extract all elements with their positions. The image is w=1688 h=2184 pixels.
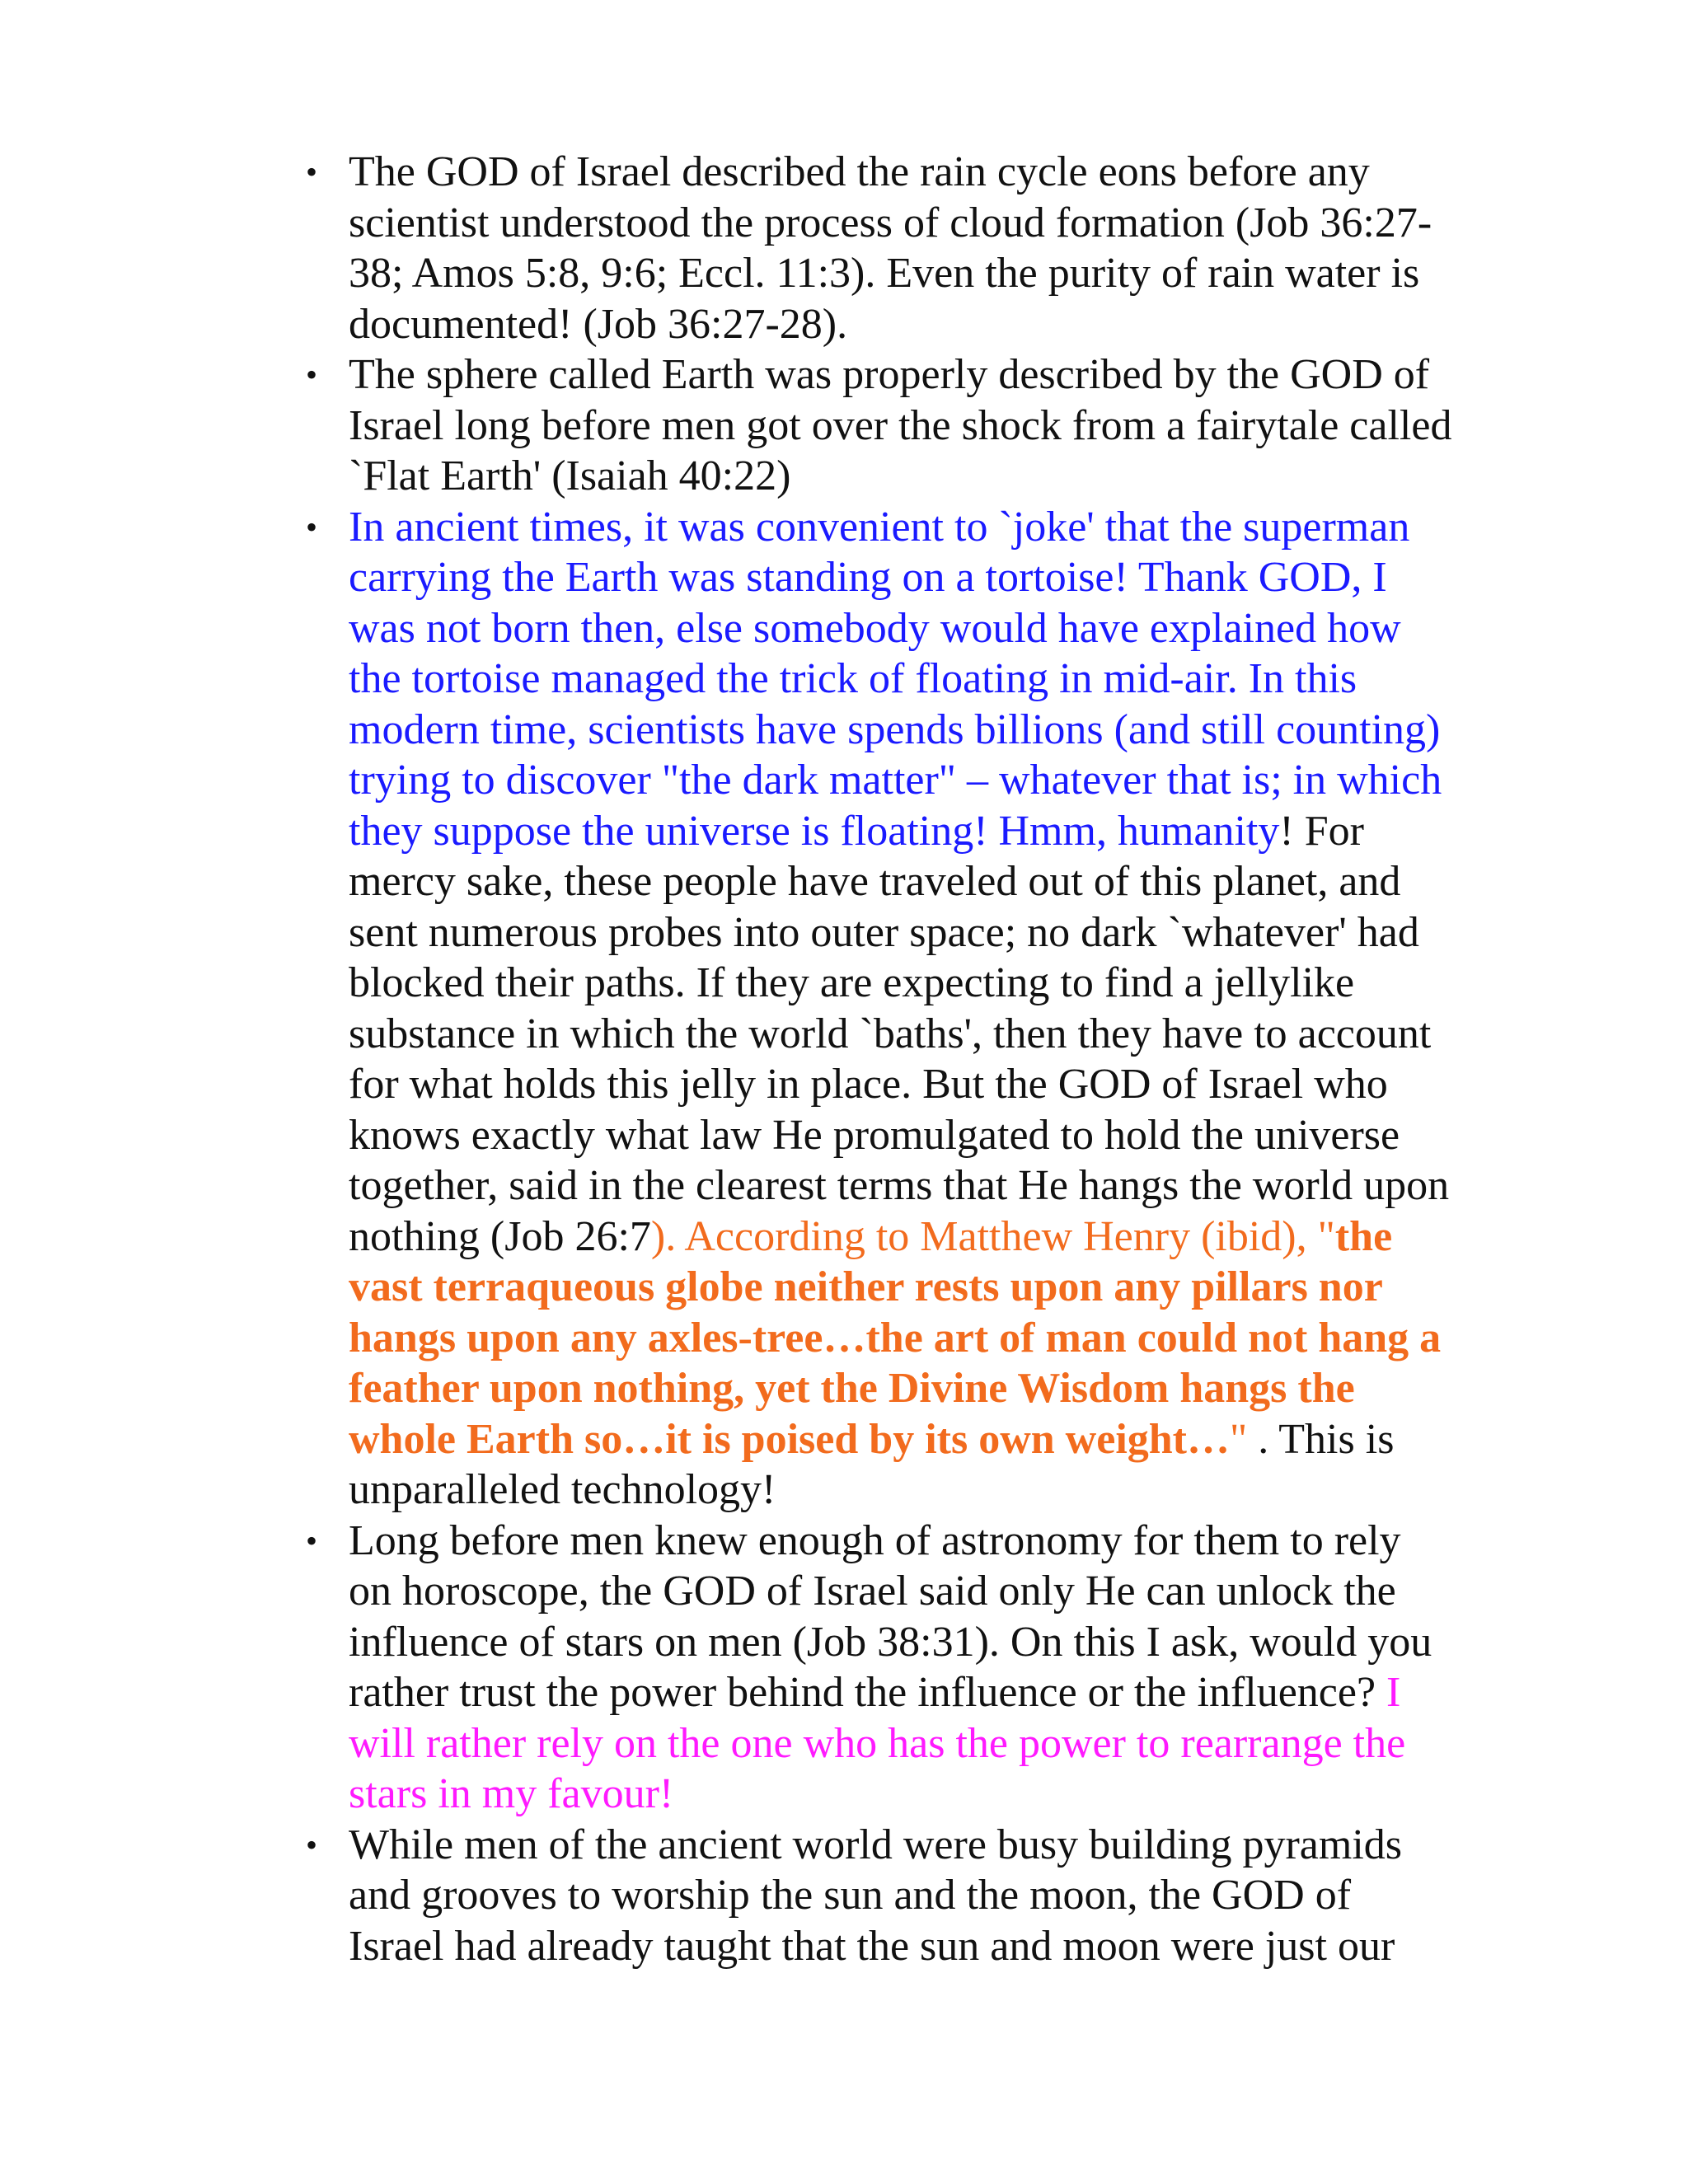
- list-item: [305, 147, 1453, 349]
- list-item: [305, 1516, 1453, 1820]
- bullet-icon: •: [305, 356, 317, 393]
- list-item: [305, 502, 1453, 1516]
- list-item: [305, 1820, 1453, 1972]
- list-item: [305, 349, 1453, 502]
- paragraph-text: The GOD of Israel described the rain cycle eons before any scientist understood the process of cloud formation (Job 36:27-38; Amos 5:8, 9:6; Eccl. 11:3). Even the purity of rain water is documented! (Job 36:27-28).: [349, 148, 1432, 348]
- bullet-icon: •: [305, 1825, 317, 1863]
- magenta-highlight-text: I will rather rely on the one who has the power to rearrange the stars in my favour!: [349, 1669, 1406, 1817]
- bullet-icon: •: [305, 153, 317, 190]
- paragraph-text: The sphere called Earth was properly described by the GOD of Israel long before men got over the shock from a fairytale called `Flat Earth' (Isaiah 40:22): [349, 351, 1452, 499]
- bullet-icon: •: [305, 508, 317, 546]
- orange-highlight-text: ). According to Matthew Henry (ibid), ": [650, 1212, 1335, 1260]
- document-body: [305, 147, 1453, 1971]
- matthew-henry-quote: the vast terraqueous globe neither rests upon any pillars nor hangs upon any axles-tree…the art of man could not hang a feather upon nothing, yet the Divine Wisdom hangs the whole Earth so…it is poised by its own weight…: [349, 1212, 1442, 1463]
- blue-highlight-text: In ancient times, it was convenient to `joke' that the superman carrying the Earth was standing on a tortoise! Thank GOD, I was not born then, else somebody would have explained how the tortoise managed the trick of floating in mid-air. In this modern time, scientists have spends billions (and still counting) trying to discover "the dark matter" – whatever that is; in which they suppose the universe is floating! Hmm, humanity: [349, 503, 1442, 855]
- paragraph-text: ! For mercy sake, these people have traveled out of this planet, and sent numerous probes into outer space; no dark `whatever' had blocked their paths. If they are expecting to find a jellylike substance in which the world `baths', then they have to account for what holds this jelly in place. But the GOD of Israel who knows exactly what law He promulgated to hold the universe together, said in the clearest terms that He hangs the world upon nothing (Job 26:7: [349, 807, 1450, 1260]
- paragraph-text: Long before men knew enough of astronomy for them to rely on horoscope, the GOD of Israel said only He can unlock the influence of stars on men (Job 38:31). On this I ask, would you rather trust the power behind the influence or the influence?: [349, 1516, 1432, 1716]
- paragraph-text-end: . This is unparalleled technology!: [349, 1415, 1395, 1513]
- quote-close-mark: ": [1230, 1415, 1248, 1463]
- bullet-icon: •: [305, 1521, 317, 1559]
- paragraph-text: While men of the ancient world were busy building pyramids and grooves to worship the sun and the moon, the GOD of Israel had already taught that the sun and moon were just our: [349, 1821, 1403, 1970]
- bullet-list: [305, 147, 1453, 1971]
